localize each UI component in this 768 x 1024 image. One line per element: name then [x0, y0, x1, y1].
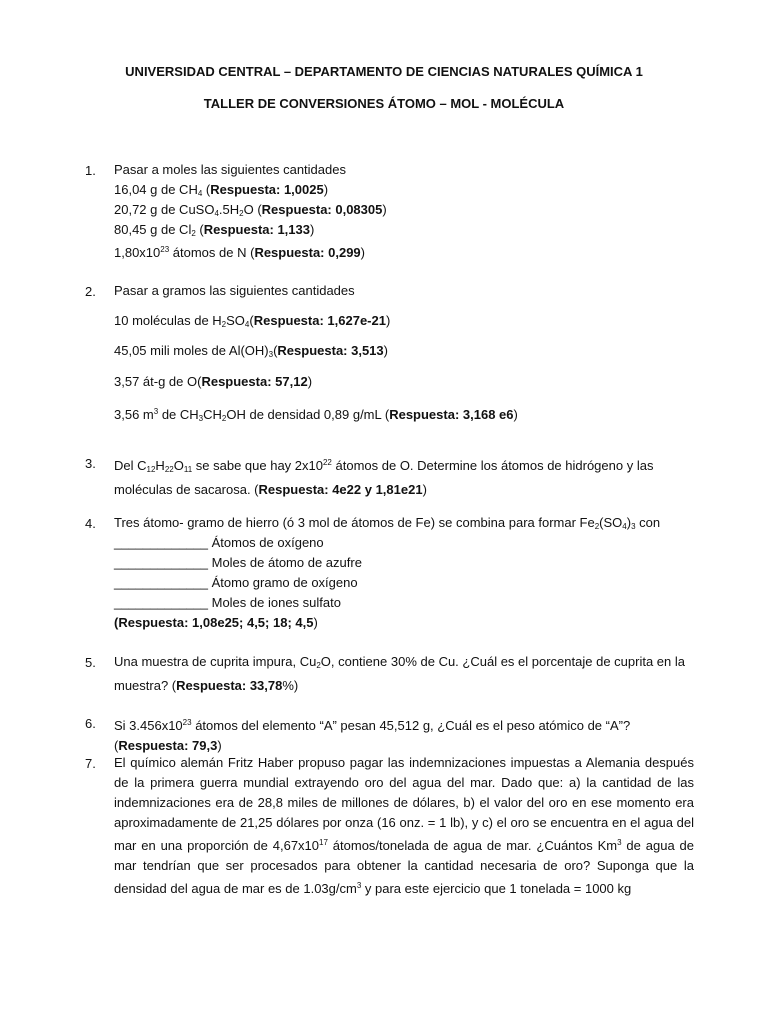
- question-intro: Pasar a moles las siguientes cantidades: [114, 162, 346, 177]
- list-item: 10 moléculas de $H_2SO_4(Respuesta$: 1,627e-21): [114, 313, 391, 329]
- list-item: 3,56 $m^3$ de $CH_3CH_2OH$ de densidad 0,89 g/mL (Respuesta: 3,168 e6): [114, 407, 518, 423]
- list-item: 16,04 g de $CH_4$ (Respuesta: 1,0025): [114, 182, 329, 198]
- list-item: 3,57 át-g de O(Respuesta: 57,12): [114, 374, 313, 389]
- question-text: Del $C_{12}H_{22}O_{11}$ se sabe que hay $2x10^{22}$ átomos de O. Determine los átomos de hidrógeno y las moléculas de sacarosa. (Respuesta: 4e22 y 1,81e21): [114, 458, 654, 497]
- list-item: 20,72 g de $CuSO_4.5H_2O$ (Respuesta: 0,08305): [114, 202, 387, 218]
- question-number: 2.: [85, 284, 96, 299]
- answer: Respuesta: 4e22 y 1,81e21: [258, 482, 423, 497]
- question-text: El químico alemán Fritz Haber propuso pagar las indemnizaciones impuestas a Alemania después de la primera guerra mundial extrayendo oro del agua del mar. Dado que: a) la cantidad de las indemnizaciones era de 28,8 miles de millones de dólares, b) el valor del oro en ese momento era aproximadamente de 21,25 dólares por onza (16 onz. = 1 lb), y c) el oro se encuentra en el agua del mar en una proporción de $4,67x10^{17}$ átomos/tonelada de agua de mar. ¿Cuántos Km$^3$ de agua de mar tendrían que ser procesados para obtener la cantidad necesaria de oro? Suponga que la densidad del agua de mar es de $1.03g/cm^3$ y para este ejercicio que 1 tonelada = 1000 kg: [114, 755, 695, 896]
- list-item: _____________ Átomo gramo de oxígeno: [114, 575, 358, 590]
- answer-line: (Respuesta: 1,08e25; 4,5; 18; 4,5): [114, 615, 318, 630]
- answer: Respuesta: 1,0025: [210, 182, 324, 197]
- question-number: 6.: [85, 716, 96, 731]
- answer: Respuesta: 3,168 e6: [389, 407, 514, 422]
- answer-blank: _____________: [114, 575, 208, 590]
- list-item: _____________ Moles de átomo de azufre: [114, 555, 362, 570]
- question-number: 7.: [85, 756, 96, 771]
- question-intro: Pasar a gramos las siguientes cantidades: [114, 283, 355, 298]
- answer: Respuesta: 3,513: [277, 343, 384, 358]
- answer-blank: _____________: [114, 555, 208, 570]
- answer: Respuesta: 79,3: [118, 738, 218, 753]
- answer-blank: _____________: [114, 595, 208, 610]
- answer: Respuesta: 57,12: [201, 374, 308, 389]
- document-subtitle: TALLER DE CONVERSIONES ÁTOMO – MOL - MOLÉCULA: [203, 96, 565, 111]
- answer: Respuesta: 0,299: [254, 245, 361, 260]
- answer: Respuesta: 1,08e25; 4,5; 18; 4,5: [118, 615, 314, 630]
- document-title: UNIVERSIDAD CENTRAL – DEPARTAMENTO DE CIENCIAS NATURALES QUÍMICA 1: [125, 64, 643, 79]
- question-text: Si $3.456x10^{23}$ átomos del elemento “A” pesan 45,512 g, ¿Cuál es el peso atómico de “A”? (Respuesta: 79,3): [114, 718, 631, 753]
- question-number: 1.: [85, 163, 96, 178]
- answer: Respuesta: 1,627e-21: [253, 313, 386, 328]
- list-item: $1,80x10^{23}$ átomos de N (Respuesta: 0,299): [114, 245, 366, 260]
- question-text: Tres átomo- gramo de hierro (ó 3 mol de átomos de Fe) se combina para formar $Fe_2(SO_4)_3$ con: [114, 515, 661, 531]
- question-text: Una muestra de cuprita impura, $Cu_2O$, contiene 30% de Cu. ¿Cuál es el porcentaje de cuprita en la muestra? (Respuesta: 33,78%): [114, 654, 685, 693]
- list-item: _____________ Átomos de oxígeno: [114, 535, 324, 550]
- answer: Respuesta: 0,08305: [261, 202, 383, 217]
- question-number: 5.: [85, 655, 96, 670]
- answer-blank: _____________: [114, 535, 208, 550]
- list-item: 80,45 g de $Cl_2$ (Respuesta: 1,133): [114, 222, 315, 238]
- question-number: 4.: [85, 516, 96, 531]
- list-item: _____________ Moles de iones sulfato: [114, 595, 341, 610]
- list-item: 45,05 mili moles de $Al(OH)_3(Respuesta$: 3,513): [114, 343, 388, 359]
- answer: Respuesta: 1,133: [203, 222, 310, 237]
- question-number: 3.: [85, 456, 96, 471]
- answer: Respuesta: 33,78: [176, 678, 283, 693]
